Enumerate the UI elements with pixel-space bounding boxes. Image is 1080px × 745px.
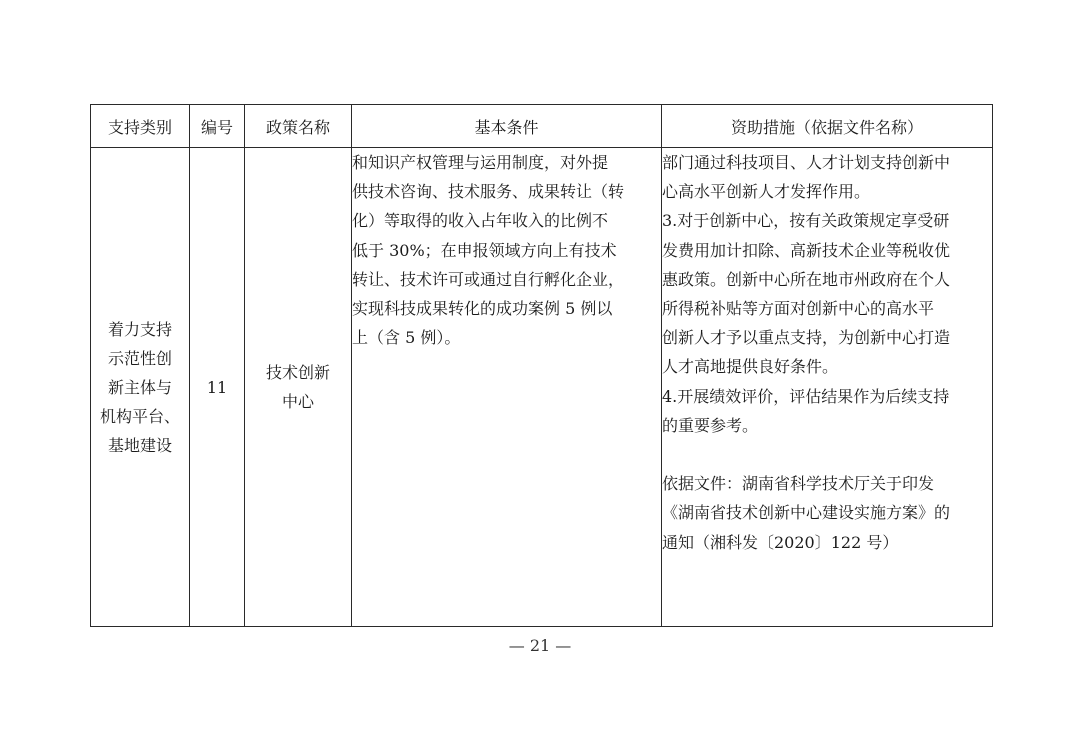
- header-number: 编号: [190, 105, 245, 148]
- measures-line: 发费用加计扣除、高新技术企业等税收优: [662, 240, 951, 260]
- table-header-row: [91, 105, 993, 148]
- header-conditions: 基本条件: [352, 105, 662, 148]
- conditions-cell: [352, 148, 662, 627]
- header-category: 支持类别: [91, 105, 190, 148]
- category-line: 新主体与: [107, 377, 172, 397]
- header-measures: 资助措施（依据文件名称）: [662, 105, 993, 148]
- measures-cell: [662, 148, 993, 627]
- number-cell: 11: [190, 148, 245, 627]
- measures-line: 4.开展绩效评价，评估结果作为后续支持: [662, 386, 950, 406]
- measures-line: 人才高地提供良好条件。: [662, 357, 839, 377]
- conditions-line: 和知识产权管理与运用制度，对外提: [352, 153, 609, 172]
- policy-name-line: 中心: [281, 392, 314, 411]
- basis-line: 《湖南省技术创新中心建设实施方案》的: [662, 503, 951, 523]
- measures-line: 心高水平创新人才发挥作用。: [662, 182, 871, 202]
- paragraph-spacer: [662, 440, 992, 469]
- measures-line: 的重要参考。: [662, 415, 759, 435]
- conditions-line: 实现科技成果转化的成功案例 5 例以: [352, 299, 613, 319]
- conditions-line: 化）等取得的收入占年收入的比例不: [352, 211, 609, 231]
- measures-line: 惠政策。创新中心所在地市州政府在个人: [662, 269, 951, 289]
- category-line: 着力支持: [107, 319, 172, 339]
- header-policy-name: 政策名称: [245, 105, 352, 148]
- measures-line: 所得税补贴等方面对创新中心的高水平: [662, 299, 935, 319]
- policy-table: [90, 104, 993, 627]
- table-row: [91, 148, 993, 627]
- conditions-line: 上（含 5 例）。: [352, 328, 461, 348]
- measures-line: 3.对于创新中心，按有关政策规定享受研: [662, 211, 950, 231]
- conditions-line: 转让、技术许可或通过自行孵化企业，: [352, 269, 625, 289]
- page-number: — 21 —: [508, 636, 572, 655]
- measures-line: 创新人才予以重点支持，为创新中心打造: [662, 328, 951, 348]
- category-cell: [91, 148, 190, 627]
- category-line: 基地建设: [107, 435, 172, 455]
- conditions-line: 供技术咨询、技术服务、成果转让（转: [352, 182, 625, 202]
- category-line: 示范性创: [107, 348, 172, 368]
- conditions-line: 低于 30%；在申报领域方向上有技术: [352, 240, 617, 260]
- basis-line: 依据文件：湖南省科学技术厅关于印发: [662, 474, 935, 494]
- category-line: 机构平台、: [99, 406, 180, 426]
- policy-name-cell: [245, 148, 352, 627]
- policy-name-line: 技术创新: [265, 363, 330, 382]
- basis-line: 通知（湘科发〔2020〕122 号）: [662, 532, 899, 552]
- measures-line: 部门通过科技项目、人才计划支持创新中: [662, 153, 951, 172]
